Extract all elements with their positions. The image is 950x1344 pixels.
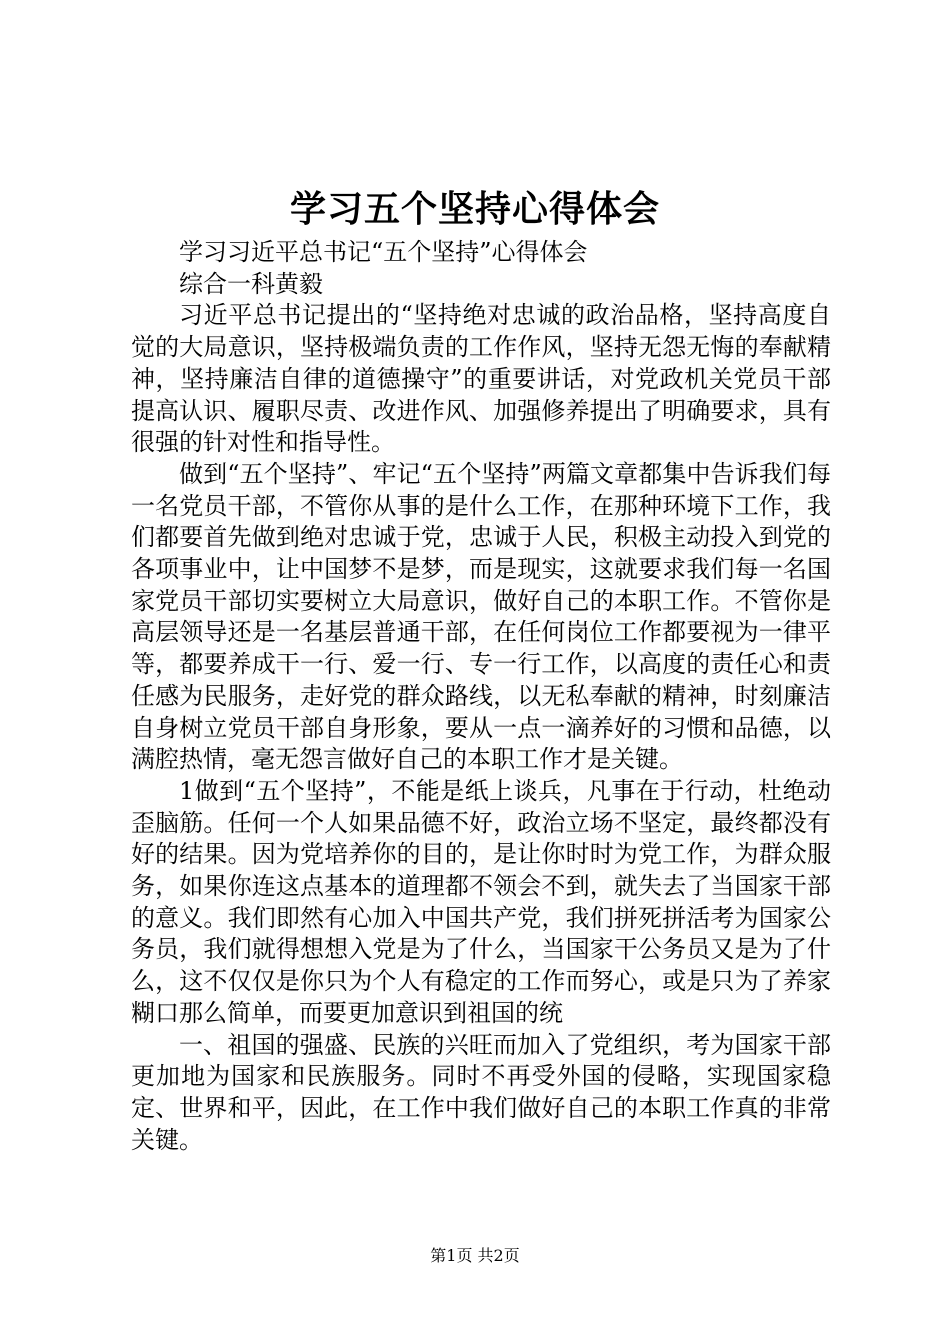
- body-paragraph: 做到“五个坚持”、牢记“五个坚持”两篇文章都集中告诉我们每一名党员干部，不管你从事的是什么工作，在那种环境下工作，我们都要首先做到绝对忠诚于党，忠诚于人民，积极主动投入到党的各项事业中，让中国梦不是梦，而是现实，这就要求我们每一名国家党员干部切实要树立大局意识，做好自己的本职工作。不管你是高层领导还是一名基层普通干部，在任何岗位工作都要视为一律平等，都要养成干一行、爱一行、专一行工作，以高度的责任心和责任感为民服务，走好党的群众路线，以无私奉献的精神，时刻廉洁自身树立党员干部自身形象，要从一点一滴养好的习惯和品德，以满腔热情，毫无怨言做好自己的本职工作才是关键。: [131, 459, 831, 774]
- body-paragraph: 一、祖国的强盛、民族的兴旺而加入了党组织，考为国家干部更加地为国家和民族服务。同时不再受外国的侵略，实现国家稳定、世界和平，因此，在工作中我们做好自己的本职工作真的非常关键。: [131, 1030, 831, 1154]
- document-body: [131, 237, 831, 1156]
- document-title: 学习五个坚持心得体会: [289, 188, 660, 230]
- author-paragraph: 综合一科黄毅: [179, 269, 323, 298]
- subtitle-paragraph: 学习习近平总书记“五个坚持”心得体会: [179, 238, 588, 266]
- body-paragraph: 习近平总书记提出的“坚持绝对忠诚的政治品格，坚持高度自觉的大局意识，坚持极端负责的工作作风，坚持无怨无悔的奉献精神，坚持廉洁自律的道德操守”的重要讲话，对党政机关党员干部提高认识、履职尽责、改进作风、加强修养提出了明确要求，具有很强的针对性和指导性。: [131, 301, 831, 457]
- body-paragraph: 1做到“五个坚持”，不能是纸上谈兵，凡事在于行动，杜绝动歪脑筋。任何一个人如果品德不好，政治立场不坚定，最终都没有好的结果。因为党培养你的目的，是让你时时为党工作，为群众服务，如果你连这点基本的道理都不领会不到，就失去了当国家干部的意义。我们即然有心加入中国共产党，我们拼死拼活考为国家公务员，我们就得想想入党是为了什么，当国家干公务员又是为了什么，这不仅仅是你只为个人有稳定的工作而努心，或是只为了养家糊口那么简单，而要更加意识到祖国的统: [131, 776, 831, 1027]
- page-footer: 第1页 共2页: [430, 1246, 520, 1265]
